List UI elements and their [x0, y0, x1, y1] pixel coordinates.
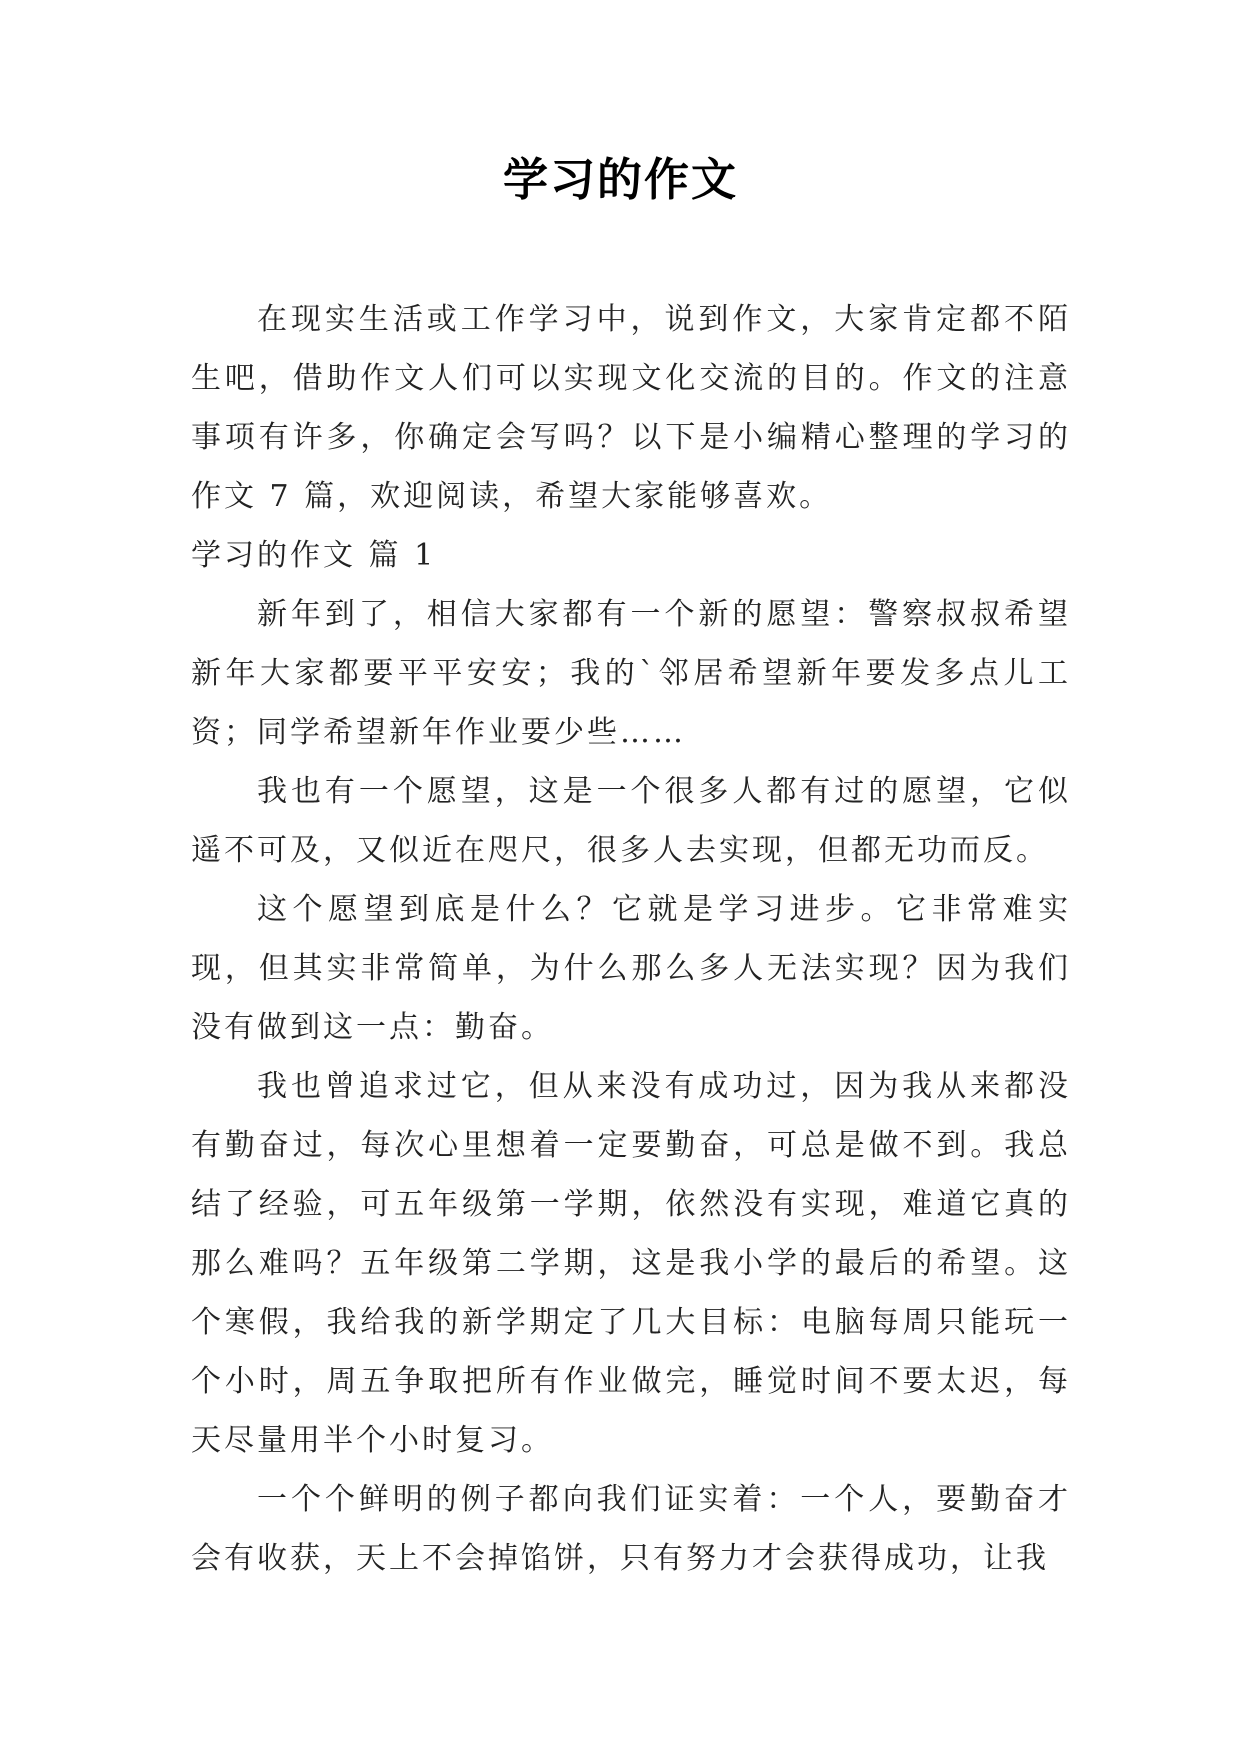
body-paragraph-5: 一个个鲜明的例子都向我们证实着：一个人，要勤奋才会有收获，天上不会掉馅饼，只有努力才会获得成功，让我	[191, 1482, 1071, 1576]
body-paragraph-1: 新年到了，相信大家都有一个新的愿望：警察叔叔希望新年大家都要平平安安；我的`邻居希望新年要发多点儿工资；同学希望新年作业要少些……	[191, 597, 1071, 750]
document-body	[191, 290, 1071, 1588]
body-paragraph-3: 这个愿望到底是什么？它就是学习进步。它非常难实现，但其实非常简单，为什么那么多人无法实现？因为我们没有做到这一点：勤奋。	[191, 892, 1071, 1045]
intro-paragraph: 在现实生活或工作学习中，说到作文，大家肯定都不陌生吧，借助作文人们可以实现文化交流的目的。作文的注意事项有许多，你确定会写吗？以下是小编精心整理的学习的作文 7 篇，欢迎阅读，希望大家能够喜欢。	[191, 302, 1071, 514]
body-paragraph-4: 我也曾追求过它，但从来没有成功过，因为我从来都没有勤奋过，每次心里想着一定要勤奋，可总是做不到。我总结了经验，可五年级第一学期，依然没有实现，难道它真的那么难吗？五年级第二学期，这是我小学的最后的希望。这个寒假，我给我的新学期定了几大目标：电脑每周只能玩一个小时，周五争取把所有作业做完，睡觉时间不要太迟，每天尽量用半个小时复习。	[191, 1069, 1071, 1458]
section-heading: 学习的作文 篇 1	[191, 538, 437, 573]
body-paragraph-2: 我也有一个愿望，这是一个很多人都有过的愿望，它似遥不可及，又似近在咫尺，很多人去实现，但都无功而反。	[191, 774, 1071, 868]
document-title: 学习的作文	[502, 153, 738, 206]
